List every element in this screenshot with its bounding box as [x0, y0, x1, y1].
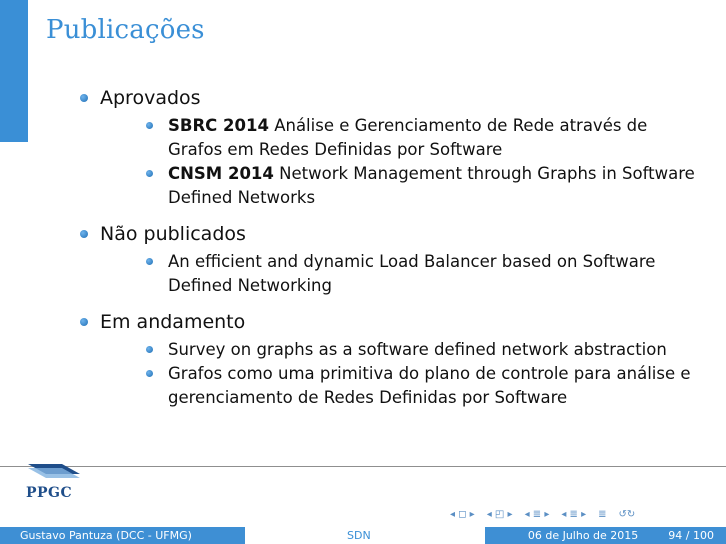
bullet-icon [80, 318, 88, 326]
section-label: Aprovados [100, 87, 201, 109]
slide-title: Publicações [46, 15, 205, 45]
section-em-andamento [76, 310, 696, 410]
bullet-icon [146, 170, 153, 177]
section-nao-publicados [76, 222, 696, 298]
nav-subsection-icon[interactable]: ◂ ◰ ▸ [486, 509, 513, 520]
bullet-icon [146, 370, 153, 377]
footer-divider [0, 466, 726, 467]
bullet-icon [80, 230, 88, 238]
nav-frame-icon[interactable]: ◂ ◻ ▸ [450, 509, 475, 520]
list-item [144, 114, 696, 162]
footer-page-number: 94 / 100 [668, 529, 714, 542]
section-aprovados [76, 86, 696, 210]
slide-footer [0, 527, 726, 544]
title-accent-bar [0, 0, 28, 142]
venue-label: CNSM 2014 [168, 164, 274, 183]
bullet-icon [146, 346, 153, 353]
list-item [144, 250, 696, 298]
publication-title: Análise e Gerenciamento de Rede através de Grafos em Redes Definidas por Software [168, 116, 648, 159]
bullet-icon [80, 94, 88, 102]
ppgc-logo-text: PPGC [26, 485, 73, 501]
section-label: Em andamento [100, 311, 246, 333]
footer-short-title: SDN [245, 527, 485, 544]
beamer-navigation [450, 509, 635, 520]
section-label: Não publicados [100, 223, 246, 245]
bullet-icon [146, 122, 153, 129]
publication-title: Grafos como uma primitiva do plano de controle para análise e gerenciamento de Redes Definidas por Software [168, 364, 691, 407]
slide-content [76, 86, 696, 410]
nav-appendix-icon[interactable]: ≣ [598, 509, 607, 520]
venue-label: SBRC 2014 [168, 116, 269, 135]
list-item [144, 362, 696, 410]
publication-title: An efficient and dynamic Load Balancer based on Software Defined Networking [168, 252, 656, 295]
nav-section-icon[interactable]: ◂ ≣ ▸ [524, 509, 550, 520]
list-item [144, 162, 696, 210]
footer-author: Gustavo Pantuza (DCC - UFMG) [0, 527, 245, 544]
list-item [144, 338, 696, 362]
footer-date-page [485, 527, 726, 544]
publication-title: Network Management through Graphs in Software Defined Networks [168, 164, 695, 207]
publication-title: Survey on graphs as a software defined network abstraction [168, 340, 667, 359]
nav-search-back-icon[interactable]: ↺↻ [618, 509, 636, 520]
bullet-icon [146, 258, 153, 265]
nav-toc-icon[interactable]: ◂ ≣ ▸ [561, 509, 587, 520]
footer-date: 06 de Julho de 2015 [527, 529, 639, 542]
